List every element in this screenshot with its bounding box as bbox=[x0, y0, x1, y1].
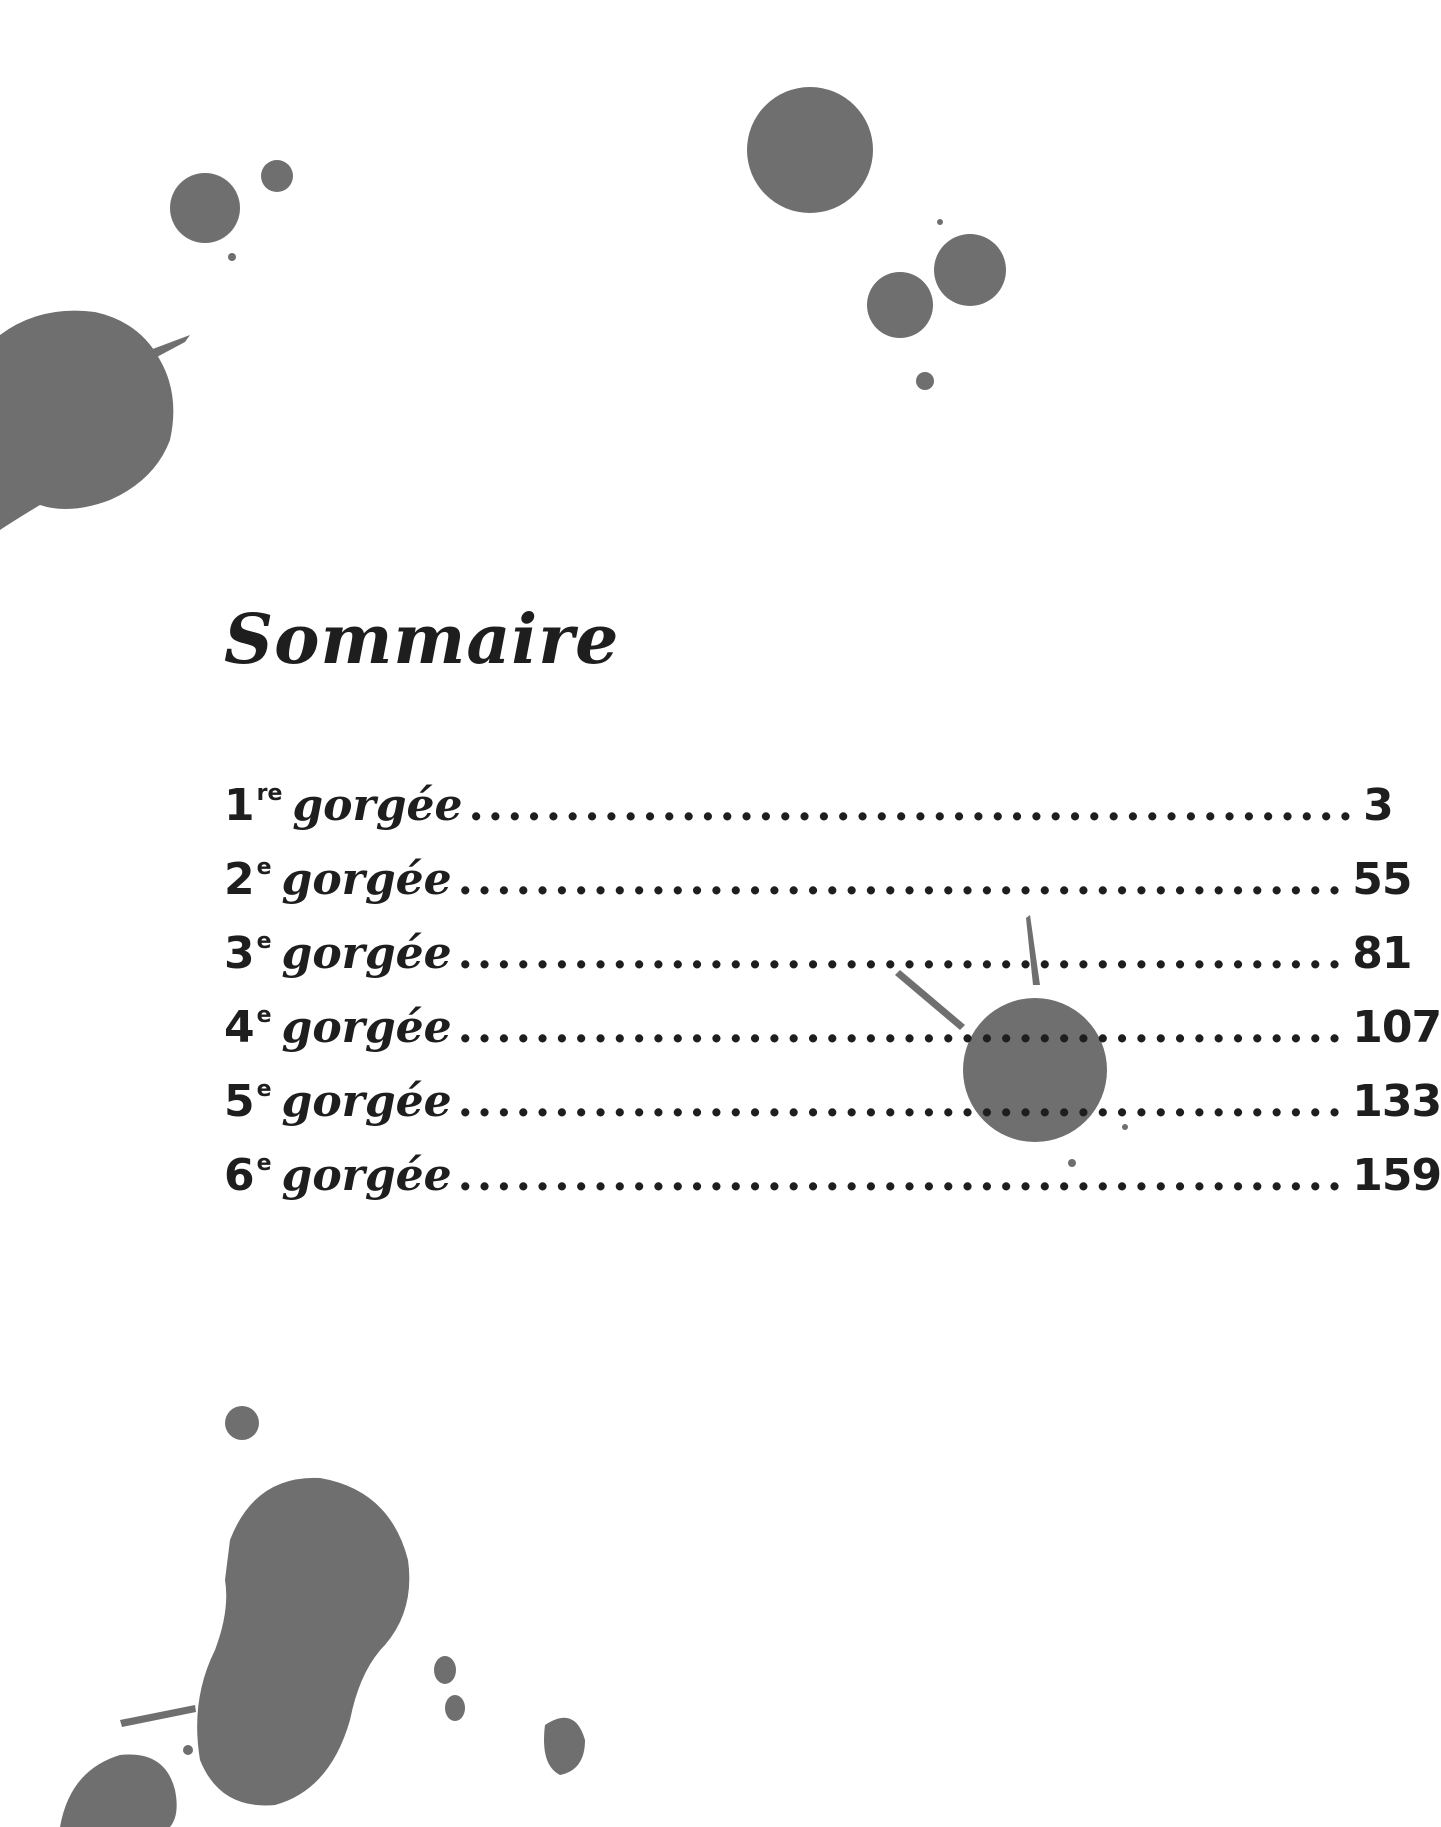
chapter-label: gorgée bbox=[281, 854, 452, 905]
ink-splat bbox=[60, 1754, 177, 1827]
ink-splat bbox=[747, 87, 873, 213]
toc-entry[interactable] bbox=[224, 928, 1412, 1002]
page-number: 107 bbox=[1352, 1002, 1441, 1053]
chapter-label: gorgée bbox=[281, 928, 452, 979]
chapter-number: 3 bbox=[224, 928, 255, 979]
dot-leader: .............................................. bbox=[468, 780, 1358, 831]
dot-leader: .............................................. bbox=[457, 1076, 1347, 1127]
ink-splat bbox=[170, 173, 240, 243]
ink-splat bbox=[120, 1705, 196, 1727]
ink-splat bbox=[937, 219, 943, 225]
ink-splat bbox=[183, 1745, 193, 1755]
page-number: 55 bbox=[1352, 854, 1412, 905]
table-of-contents bbox=[224, 780, 1441, 1224]
ink-splat bbox=[445, 1695, 465, 1721]
toc-entry[interactable] bbox=[224, 854, 1412, 928]
chapter-ordinal-suffix: re bbox=[256, 781, 283, 806]
ink-splat bbox=[934, 234, 1006, 306]
dot-leader: .............................................. bbox=[457, 928, 1347, 979]
toc-entry[interactable] bbox=[224, 1150, 1441, 1224]
ink-splat bbox=[867, 272, 933, 338]
page-number: 133 bbox=[1352, 1076, 1441, 1127]
ink-splat bbox=[228, 253, 236, 261]
chapter-ordinal-suffix: e bbox=[256, 1003, 272, 1028]
chapter-ordinal-suffix: e bbox=[256, 1151, 272, 1176]
dot-leader: .............................................. bbox=[457, 1150, 1347, 1201]
chapter-number: 6 bbox=[224, 1150, 255, 1201]
ink-splat bbox=[261, 160, 293, 192]
ink-splat bbox=[434, 1656, 456, 1684]
ink-splat bbox=[225, 1406, 259, 1440]
chapter-number: 1 bbox=[224, 780, 255, 831]
chapter-number: 2 bbox=[224, 854, 255, 905]
chapter-number: 5 bbox=[224, 1076, 255, 1127]
ink-splat bbox=[0, 311, 173, 530]
toc-entry[interactable] bbox=[224, 1002, 1441, 1076]
ink-splat bbox=[916, 372, 934, 390]
chapter-label: gorgée bbox=[281, 1002, 452, 1053]
toc-entry[interactable] bbox=[224, 780, 1393, 854]
chapter-ordinal-suffix: e bbox=[256, 1077, 272, 1102]
page-number: 3 bbox=[1363, 780, 1393, 831]
chapter-label: gorgée bbox=[292, 780, 463, 831]
toc-entry[interactable] bbox=[224, 1076, 1441, 1150]
chapter-label: gorgée bbox=[281, 1076, 452, 1127]
ink-splat bbox=[150, 335, 190, 358]
chapter-label: gorgée bbox=[281, 1150, 452, 1201]
dot-leader: .............................................. bbox=[457, 854, 1347, 905]
dot-leader: .............................................. bbox=[457, 1002, 1347, 1053]
page-title: Sommaire bbox=[224, 600, 620, 680]
page-number: 81 bbox=[1352, 928, 1412, 979]
page-number: 159 bbox=[1352, 1150, 1441, 1201]
chapter-number: 4 bbox=[224, 1002, 255, 1053]
ink-splat bbox=[197, 1478, 409, 1806]
ink-splat bbox=[544, 1718, 585, 1775]
chapter-ordinal-suffix: e bbox=[256, 929, 272, 954]
chapter-ordinal-suffix: e bbox=[256, 855, 272, 880]
